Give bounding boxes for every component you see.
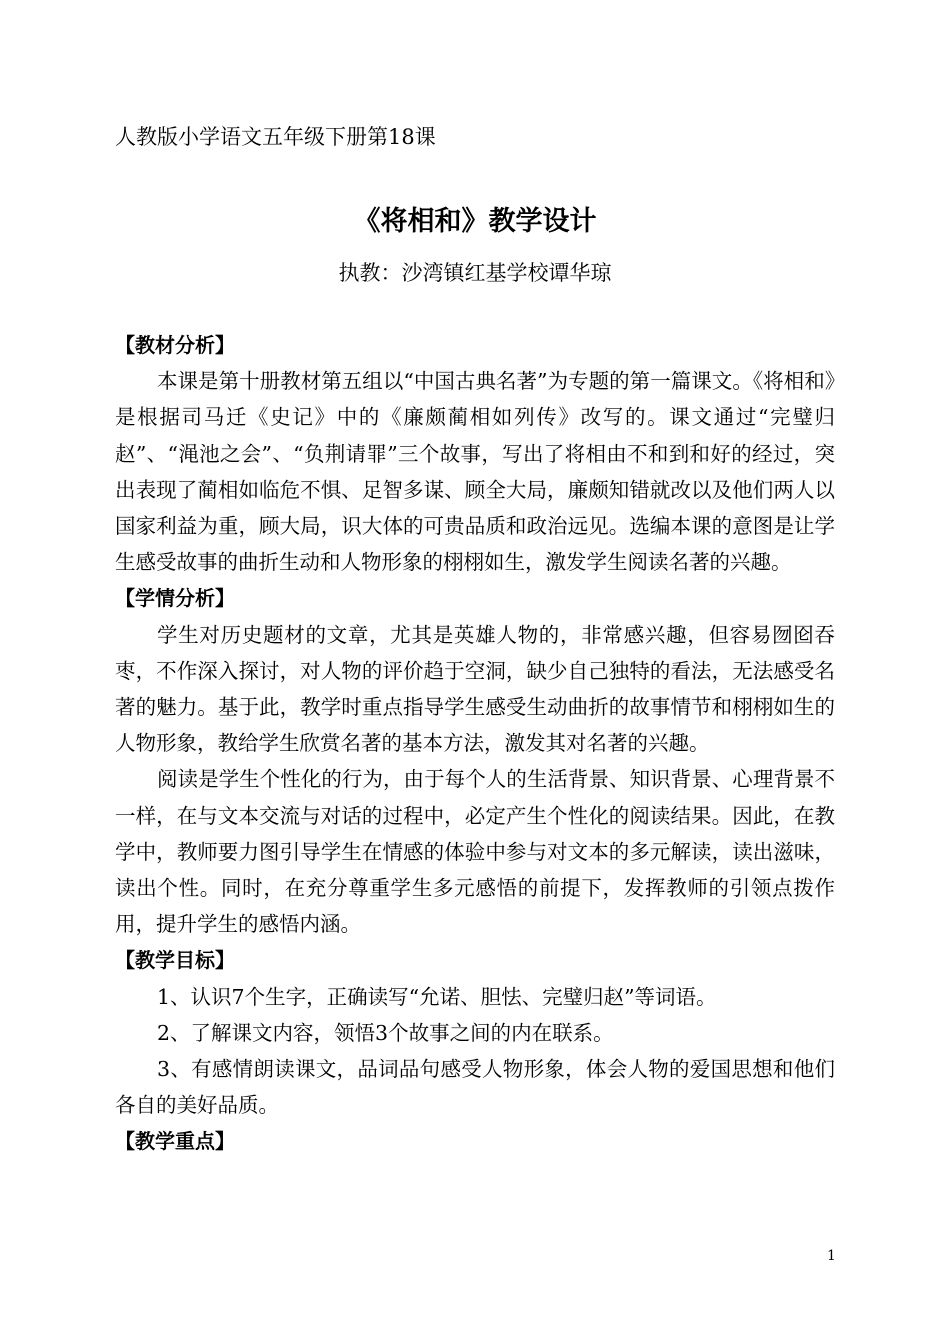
document-title: 《将相和》教学设计 [353, 206, 597, 237]
material-analysis-paragraph: 本课是第十册教材第五组以“中国古典名著”为专题的第一篇课文。《将相和》是根据司马迁《史记》中的《廉颇蔺相如列传》改写的。课文通过“完璧归赵”、“渑池之会”、“负荆请罪”三个故事，写出了将相由不和到和好的经过，突出表现了蔺相如临危不惧、足智多谋、顾全大局，廉颇知错就改以及他们两人以国家利益为重，顾大局，识大体的可贵品质和政治远见。选编本课的意图是让学生感受故事的曲折生动和人物形象的栩栩如生，激发学生阅读名著的兴趣。 [115, 369, 835, 575]
course-header: 人教版小学语文五年级下册第18课 [115, 125, 436, 149]
section-heading-objectives: 【教学目标】 [115, 948, 235, 973]
objective-item-1: 1、认识7个生字，正确读写“允诺、胆怯、完璧归赵”等词语。 [157, 984, 717, 1009]
objective-item-3: 3、有感情朗读课文，品词品句感受人物形象，体会人物的爱国思想和他们各自的美好品质。 [115, 1057, 835, 1118]
document-body [115, 327, 835, 1160]
objective-item-2: 2、了解课文内容，领悟3个故事之间的内在联系。 [157, 1020, 614, 1045]
student-analysis-paragraph-1: 学生对历史题材的文章，尤其是英雄人物的，非常感兴趣，但容易囫囵吞枣，不作深入探讨，对人物的评价趋于空洞，缺少自己独特的看法，无法感受名著的魅力。基于此，教学时重点指导学生感受生动曲折的故事情节和栩栩如生的人物形象，教给学生欣赏名著的基本方法，激发其对名著的兴趣。 [115, 622, 835, 756]
section-heading-material-analysis: 【教材分析】 [115, 333, 235, 357]
section-heading-key-points: 【教学重点】 [115, 1129, 235, 1154]
section-heading-student-analysis: 【学情分析】 [115, 586, 235, 611]
page-number: 1 [827, 1248, 836, 1264]
student-analysis-paragraph-2: 阅读是学生个性化的行为，由于每个人的生活背景、知识背景、心理背景不一样，在与文本交流与对话的过程中，必定产生个性化的阅读结果。因此，在教学中，教师要力图引导学生在情感的体验中参与对文本的多元解读，读出滋味，读出个性。同时，在充分尊重学生多元感悟的前提下，发挥教师的引领点拨作用，提升学生的感悟内涵。 [115, 767, 835, 937]
author-line: 执教：沙湾镇红基学校谭华琼 [338, 261, 612, 285]
